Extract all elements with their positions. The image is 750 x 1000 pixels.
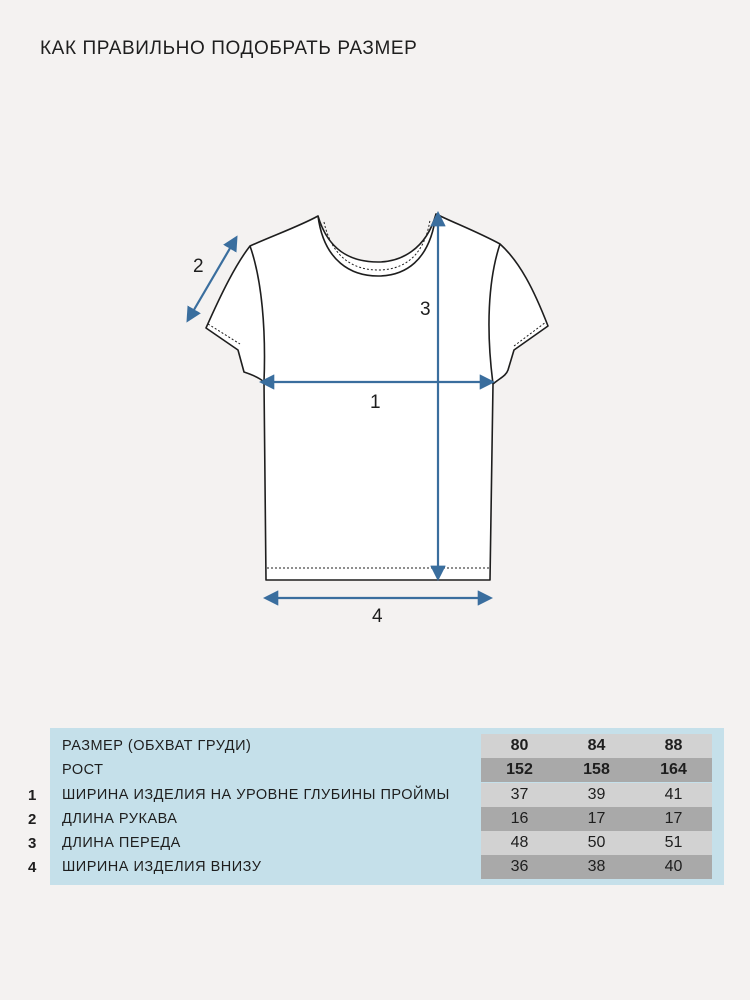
value-cell: 38 <box>558 855 635 879</box>
size-table <box>28 728 724 885</box>
dimension-label-3: 3 <box>420 299 431 320</box>
table-row <box>28 807 724 831</box>
table-height-row <box>50 758 724 782</box>
value-cell: 40 <box>635 855 712 879</box>
value-cell: 17 <box>635 807 712 831</box>
page-title: КАК ПРАВИЛЬНО ПОДОБРАТЬ РАЗМЕР <box>40 38 418 59</box>
size-cell: 80 <box>481 734 558 758</box>
value-cell: 39 <box>558 783 635 807</box>
dimension-label-1: 1 <box>370 392 381 413</box>
height-cell: 164 <box>635 758 712 782</box>
row-label: ДЛИНА ПЕРЕДА <box>62 835 181 851</box>
value-cell: 51 <box>635 831 712 855</box>
dimension-label-4: 4 <box>372 606 383 627</box>
row-number: 3 <box>28 835 37 852</box>
table-row <box>28 783 724 807</box>
height-label: РОСТ <box>62 762 104 778</box>
row-label: ШИРИНА ИЗДЕЛИЯ ВНИЗУ <box>62 859 262 875</box>
size-cell: 84 <box>558 734 635 758</box>
size-cell: 88 <box>635 734 712 758</box>
dimension-label-2: 2 <box>193 256 204 277</box>
table-header-row <box>50 734 724 758</box>
row-number: 1 <box>28 787 37 804</box>
table-row <box>28 855 724 879</box>
header-label: РАЗМЕР (ОБХВАТ ГРУДИ) <box>62 738 252 754</box>
height-cell: 152 <box>481 758 558 782</box>
value-cell: 41 <box>635 783 712 807</box>
row-number: 4 <box>28 859 37 876</box>
value-cell: 16 <box>481 807 558 831</box>
row-label: ШИРИНА ИЗДЕЛИЯ НА УРОВНЕ ГЛУБИНЫ ПРОЙМЫ <box>62 787 450 803</box>
row-number: 2 <box>28 811 37 828</box>
value-cell: 37 <box>481 783 558 807</box>
value-cell: 36 <box>481 855 558 879</box>
row-label: ДЛИНА РУКАВА <box>62 811 178 827</box>
value-cell: 17 <box>558 807 635 831</box>
value-cell: 48 <box>481 831 558 855</box>
table-row <box>28 831 724 855</box>
height-cell: 158 <box>558 758 635 782</box>
value-cell: 50 <box>558 831 635 855</box>
